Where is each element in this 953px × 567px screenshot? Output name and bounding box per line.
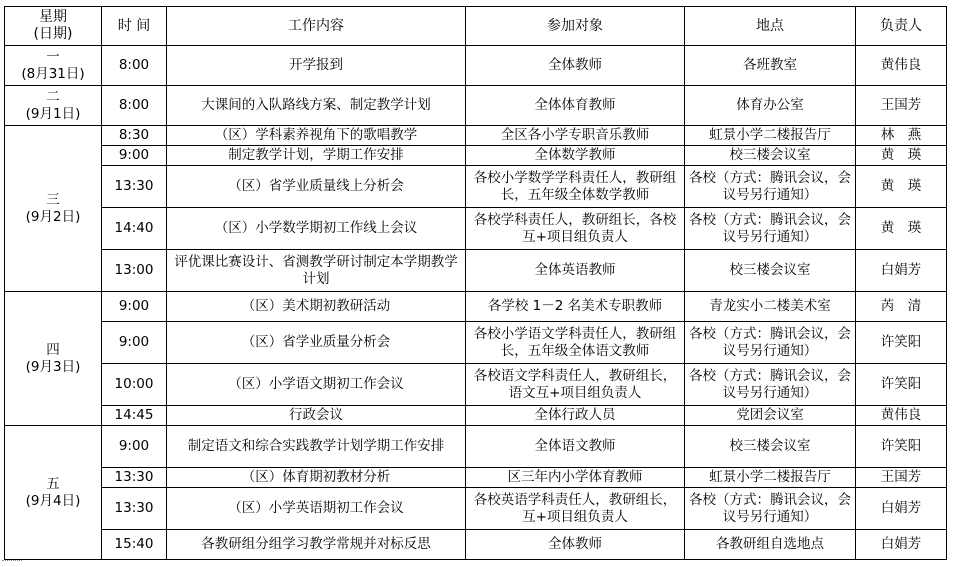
- header-time: 时 间: [102, 7, 167, 46]
- content-cell: （区）省学业质量线上分析会: [167, 166, 466, 208]
- location-cell: 各校（方式：腾讯会议，会议号另行通知）: [685, 208, 856, 250]
- time-cell: 14:45: [102, 406, 167, 426]
- location-cell: 虹景小学二楼报告厅: [685, 468, 856, 488]
- table-row: [5, 530, 947, 560]
- owner-cell: 黄伟良: [856, 46, 947, 86]
- owner-cell: 许笑阳: [856, 364, 947, 406]
- owner-cell: 黄伟良: [856, 406, 947, 426]
- table-row: [5, 322, 947, 364]
- time-cell: 13:30: [102, 166, 167, 208]
- table-row: [5, 364, 947, 406]
- day-cell: 二 (9月1日): [5, 86, 102, 126]
- time-cell: 9:00: [102, 426, 167, 468]
- time-cell: 9:00: [102, 292, 167, 322]
- header-participants: 参加对象: [466, 7, 685, 46]
- table-row: [5, 126, 947, 146]
- location-cell: 校三楼会议室: [685, 146, 856, 166]
- participants-cell: 各校学科责任人，教研组长，各校互+项目组负责人: [466, 208, 685, 250]
- owner-cell: 白娟芳: [856, 530, 947, 560]
- location-cell: 各校（方式：腾讯会议，会议号另行通知）: [685, 322, 856, 364]
- content-cell: （区）小学语文期初工作会议: [167, 364, 466, 406]
- content-cell: （区）小学英语期初工作会议: [167, 488, 466, 530]
- participants-cell: 区三年内小学体育教师: [466, 468, 685, 488]
- table-row: [5, 46, 947, 86]
- day-cell: 四 (9月3日): [5, 292, 102, 426]
- header-content: 工作内容: [167, 7, 466, 46]
- location-cell: 党团会议室: [685, 406, 856, 426]
- participants-cell: 全体体育教师: [466, 86, 685, 126]
- time-cell: 8:30: [102, 126, 167, 146]
- participants-cell: 各校小学数学学科责任人，教研组长，五年级全体数学教师: [466, 166, 685, 208]
- table-row: [5, 426, 947, 468]
- time-cell: 13:00: [102, 250, 167, 292]
- table-row: [5, 406, 947, 426]
- header-location: 地点: [685, 7, 856, 46]
- owner-cell: 王国芳: [856, 86, 947, 126]
- location-cell: 各校（方式：腾讯会议，会议号另行通知）: [685, 364, 856, 406]
- owner-cell: 白娟芳: [856, 250, 947, 292]
- table-row: [5, 468, 947, 488]
- content-cell: （区）体育期初教材分析: [167, 468, 466, 488]
- content-cell: （区）美术期初教研活动: [167, 292, 466, 322]
- location-cell: 校三楼会议室: [685, 250, 856, 292]
- content-cell: 各教研组分组学习教学常规并对标反思: [167, 530, 466, 560]
- time-cell: 15:40: [102, 530, 167, 560]
- content-cell: （区）小学数学期初工作线上会议: [167, 208, 466, 250]
- location-cell: 各校（方式：腾讯会议，会议号另行通知）: [685, 488, 856, 530]
- location-cell: 各班教室: [685, 46, 856, 86]
- location-cell: 各教研组自选地点: [685, 530, 856, 560]
- table-row: [5, 166, 947, 208]
- table-row: [5, 292, 947, 322]
- participants-cell: 全体教师: [466, 530, 685, 560]
- header-owner: 负责人: [856, 7, 947, 46]
- participants-cell: 全体行政人员: [466, 406, 685, 426]
- table-row: [5, 208, 947, 250]
- content-cell: 开学报到: [167, 46, 466, 86]
- time-cell: 10:00: [102, 364, 167, 406]
- owner-cell: 芮 清: [856, 292, 947, 322]
- day-cell: 五 (9月4日): [5, 426, 102, 560]
- owner-cell: 黄 瑛: [856, 146, 947, 166]
- location-cell: 体育办公室: [685, 86, 856, 126]
- time-cell: 8:00: [102, 86, 167, 126]
- time-cell: 13:30: [102, 488, 167, 530]
- time-cell: 9:00: [102, 322, 167, 364]
- day-cell: 一 (8月31日): [5, 46, 102, 86]
- location-cell: 虹景小学二楼报告厅: [685, 126, 856, 146]
- table-row: [5, 146, 947, 166]
- owner-cell: 王国芳: [856, 468, 947, 488]
- content-cell: 行政会议: [167, 406, 466, 426]
- participants-cell: 全体英语教师: [466, 250, 685, 292]
- schedule-table: [4, 6, 947, 560]
- participants-cell: 全体教师: [466, 46, 685, 86]
- header-row: [5, 7, 947, 46]
- content-cell: 大课间的入队路线方案、制定教学计划: [167, 86, 466, 126]
- participants-cell: 各校小学语文学科责任人，教研组长，五年级全体语文教师: [466, 322, 685, 364]
- table-row: [5, 488, 947, 530]
- time-cell: 8:00: [102, 46, 167, 86]
- owner-cell: 许笑阳: [856, 322, 947, 364]
- location-cell: 校三楼会议室: [685, 426, 856, 468]
- owner-cell: 黄 瑛: [856, 166, 947, 208]
- location-cell: 各校（方式：腾讯会议，会议号另行通知）: [685, 166, 856, 208]
- participants-cell: 各校英语学科责任人，教研组长，互+项目组负责人: [466, 488, 685, 530]
- table-row: [5, 86, 947, 126]
- header-day: 星期 (日期): [5, 7, 102, 46]
- participants-cell: 全体语文教师: [466, 426, 685, 468]
- content-cell: 制定教学计划，学期工作安排: [167, 146, 466, 166]
- owner-cell: 林 燕: [856, 126, 947, 146]
- owner-cell: 白娟芳: [856, 488, 947, 530]
- content-cell: 评优课比赛设计、省测教学研讨制定本学期教学计划: [167, 250, 466, 292]
- content-cell: （区）学科素养视角下的歌唱教学: [167, 126, 466, 146]
- day-cell: 三 (9月2日): [5, 126, 102, 292]
- participants-cell: 各校语文学科责任人，教研组长，语文互+项目组负责人: [466, 364, 685, 406]
- owner-cell: 许笑阳: [856, 426, 947, 468]
- owner-cell: 黄 瑛: [856, 208, 947, 250]
- table-row: [5, 250, 947, 292]
- time-cell: 9:00: [102, 146, 167, 166]
- time-cell: 13:30: [102, 468, 167, 488]
- participants-cell: 各学校 1－2 名美术专职教师: [466, 292, 685, 322]
- content-cell: （区）省学业质量分析会: [167, 322, 466, 364]
- location-cell: 青龙实小二楼美术室: [685, 292, 856, 322]
- participants-cell: 全体数学教师: [466, 146, 685, 166]
- time-cell: 14:40: [102, 208, 167, 250]
- participants-cell: 全区各小学专职音乐教师: [466, 126, 685, 146]
- content-cell: 制定语文和综合实践教学计划学期工作安排: [167, 426, 466, 468]
